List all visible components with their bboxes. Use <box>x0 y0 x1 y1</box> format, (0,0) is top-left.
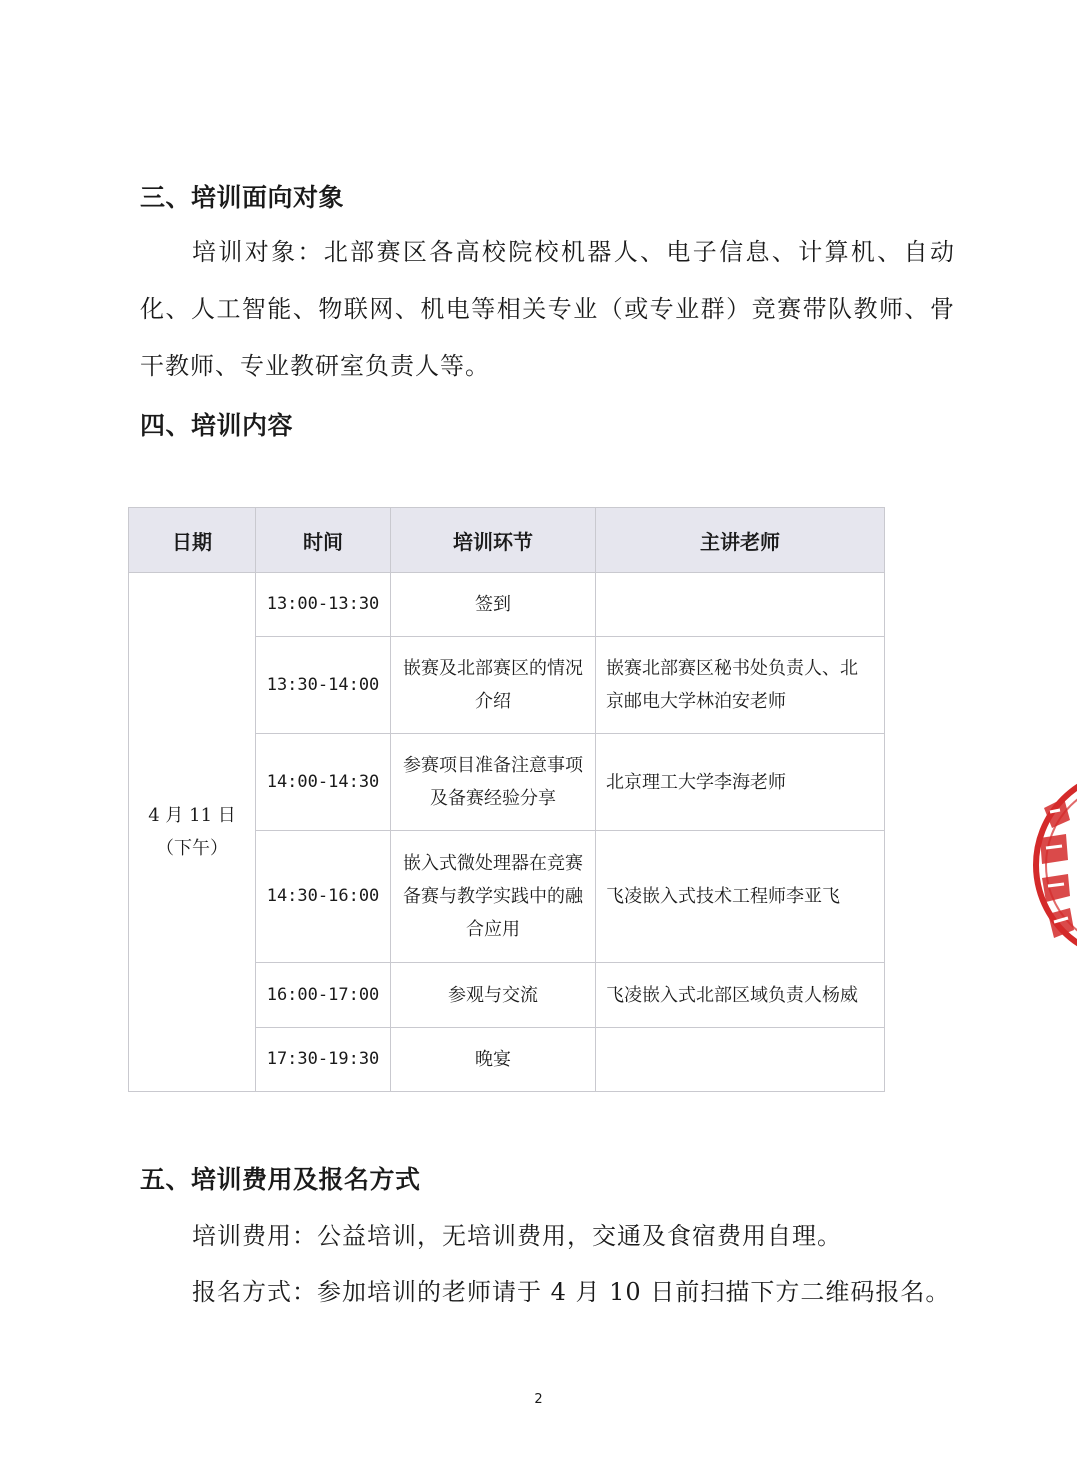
table-header-row <box>129 508 885 573</box>
section-3-heading: 三、培训面向对象 <box>140 183 345 212</box>
table-row <box>129 573 885 637</box>
training-schedule-table <box>128 507 885 1092</box>
date-cell <box>129 573 256 1092</box>
teacher-cell <box>596 1028 885 1092</box>
time-cell: 13:30-14:00 <box>256 637 391 734</box>
teacher-cell <box>596 573 885 637</box>
time-cell: 14:30-16:00 <box>256 831 391 963</box>
time-cell: 16:00-17:00 <box>256 963 391 1028</box>
date-text: 4 月 11 日 <box>148 805 236 826</box>
section-3-text: 培训对象：北部赛区各高校院校机器人、电子信息、计算机、自动化、人工智能、物联网、机电等相关专业（或专业群）竞赛带队教师、骨干教师、专业教研室负责人等。 <box>140 238 955 380</box>
teacher-cell: 北京理工大学李海老师 <box>596 734 885 831</box>
fee-text: 培训费用：公益培训，无培训费用，交通及食宿费用自理。 <box>192 1222 842 1250</box>
session-cell: 参赛项目准备注意事项及备赛经验分享 <box>391 734 596 831</box>
red-seal-icon <box>1030 768 1077 963</box>
session-cell: 参观与交流 <box>391 963 596 1028</box>
time-cell: 17:30-19:30 <box>256 1028 391 1092</box>
header-time: 时间 <box>256 508 391 573</box>
section-4-heading: 四、培训内容 <box>140 411 294 440</box>
teacher-cell: 飞凌嵌入式技术工程师李亚飞 <box>596 831 885 963</box>
session-cell: 嵌赛及北部赛区的情况介绍 <box>391 637 596 734</box>
page-number: 2 <box>534 1392 543 1407</box>
session-cell: 嵌入式微处理器在竞赛备赛与教学实践中的融合应用 <box>391 831 596 963</box>
session-cell: 晚宴 <box>391 1028 596 1092</box>
teacher-cell: 飞凌嵌入式北部区域负责人杨威 <box>596 963 885 1028</box>
header-session: 培训环节 <box>391 508 596 573</box>
time-cell: 14:00-14:30 <box>256 734 391 831</box>
date-period: （下午） <box>156 838 228 859</box>
session-cell: 签到 <box>391 573 596 637</box>
teacher-cell: 嵌赛北部赛区秘书处负责人、北京邮电大学林泊安老师 <box>596 637 885 734</box>
header-teacher: 主讲老师 <box>596 508 885 573</box>
time-cell: 13:00-13:30 <box>256 573 391 637</box>
header-date: 日期 <box>129 508 256 573</box>
registration-text: 报名方式：参加培训的老师请于 4 月 10 日前扫描下方二维码报名。 <box>192 1278 951 1306</box>
section-5-heading: 五、培训费用及报名方式 <box>140 1165 421 1194</box>
